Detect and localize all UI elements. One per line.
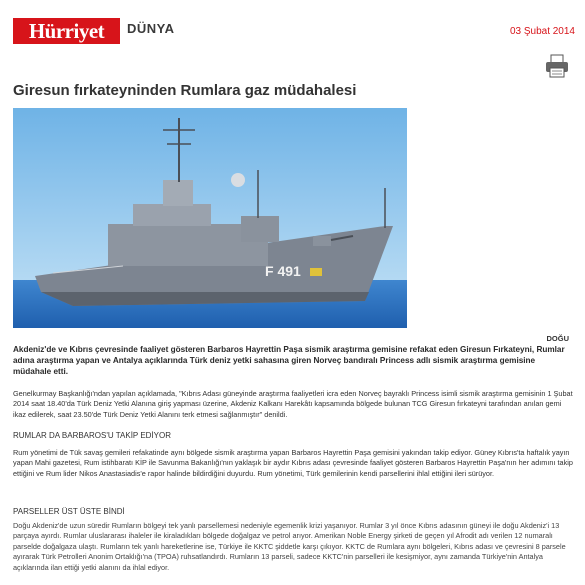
- publish-date: 03 Şubat 2014: [509, 26, 575, 37]
- frigate-photo: [13, 108, 407, 328]
- printer-icon[interactable]: [544, 54, 570, 78]
- article-paragraph: Rum yönetimi de Tük savaş gemileri refakatinde aynı bölgede sismik araştırma yapan Barbaros Hayrettin Paşa gemisini yakından takip ediyor. Güney Kıbrıs'ta haftalık yayın yapan Mahi gazetesi, Rum istihbaratı KİP ile Savunma Bakanlığı'nın yaklaşık bir aydır Kıbrıs adası çevresinde faaliyet gösteren Barbaros Hayrettin Paşa'nın her adımını takip ettiğini ve Rum lider Nikos Anastasiadis'e rapor halinde bildirdiğini duyurdu. Rum yönetimi, Türk gemilerinin kendi parsellerini ihlal ettiğini ileri sürüyor.: [13, 448, 573, 478]
- hull-number: F 491: [265, 263, 301, 279]
- article-paragraph: Genelkurmay Başkanlığı'ndan yapılan açıklamada, "Kıbrıs Adası güneyinde araştırma faaliyetleri icra eden Norveç bayraklı Princess isimli sismik araştırma gemisinin 1 Şubat 2014 saat 18.40'da Türk Deniz Yetki Alanına giriş yapması üzerine, Akdeniz Kalkanı Harekâtı kapsamında bölgede bulunan TCG Giresun fırkateyni tarafından anılan gemi ikaz edilerek, saat 23.50'de Türk Deniz Yetki Alanını terk etmesi sağlanmıştır" denildi.: [13, 389, 573, 419]
- article-headline: Giresun fırkateyninden Rumlara gaz müdahalesi: [13, 82, 357, 99]
- photo-credit: DOĞU: [546, 334, 569, 343]
- section-title: DÜNYA: [127, 21, 175, 36]
- hurriyet-logo[interactable]: Hürriyet: [13, 18, 120, 44]
- article-subhead: PARSELLER ÜST ÜSTE BİNDİ: [13, 507, 125, 516]
- article-subhead: RUMLAR DA BARBAROS'U TAKİP EDİYOR: [13, 431, 172, 440]
- article-paragraph: Doğu Akdeniz'de uzun süredir Rumların bölgeyi tek yanlı parsellemesi nedeniyle egemenlik krizi yaşanıyor. Rumlar 3 yıl önce Kıbrıs adasının güneyi ile doğu Akdeniz'i 13 parçaya ayırdı. Rumlar uluslararası ihaleler ile kiraladıkları bölgede doğalgaz ve petrol arıyor. Amerikan Noble Energy şirketi de geçen yıl Afrodit adı verilen 12 numaralı parselde doğalgaza ulaştı. Rumların tek yanlı hareketlerine ise, Türkiye ile KKTC şiddetle karşı çıkıyor. KKTC de Rumlara aynı bölgeleri, Kıbrıs adası ve çevresini 8 parsele ayırarak Türk Petrolleri Anonim Ortaklığı'na (TPOA) ruhsatlandırdı. Rumların 13 parseli, sadece KKTC'nin parselleri ile kesişmiyor, aynı zamanda Türkiye'nin Antalya açıklarında ilan ettiği yetki alanını da ihlal ediyor.: [13, 521, 566, 572]
- article-lead: Akdeniz'de ve Kıbrıs çevresinde faaliyet gösteren Barbaros Hayrettin Paşa sismik araştırma gemisine refakat eden Giresun Fırkateyni, Rumlar adına araştırma yapan ve Antalya açıklarında Türk deniz yetki sahasına giren Norveç bandıralı Princess adlı sismik araştırma gemisine müdahale etti.: [13, 345, 565, 376]
